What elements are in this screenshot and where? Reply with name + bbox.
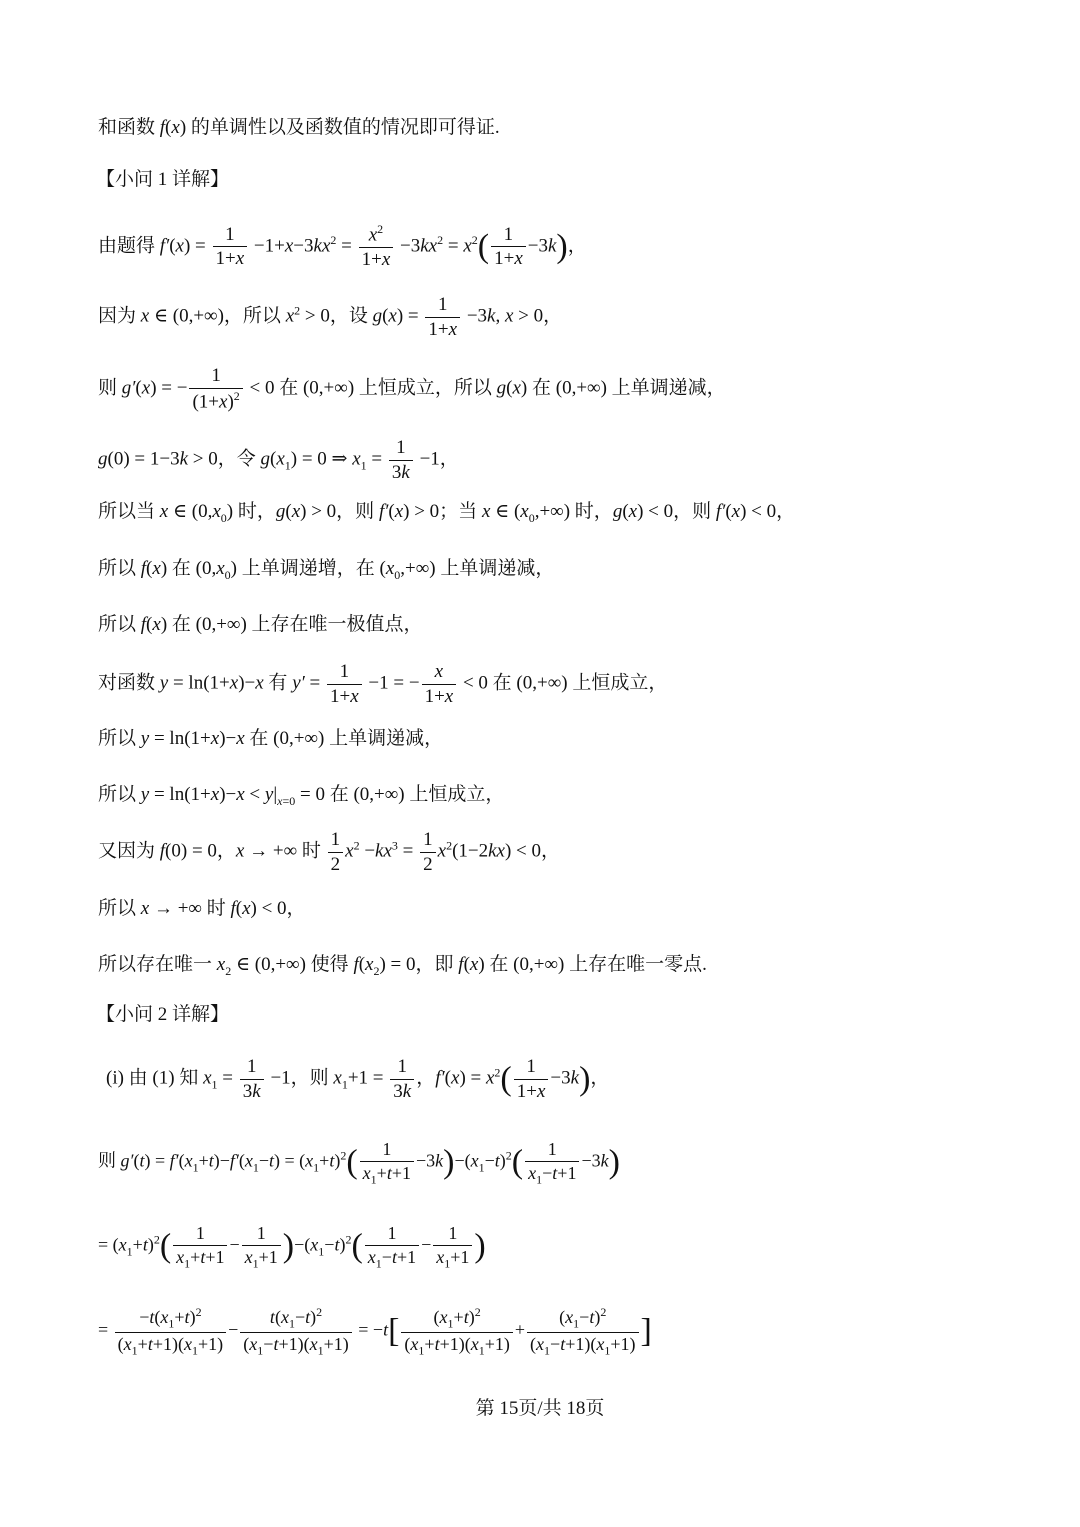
page-footer: 第 15页/共 18页 bbox=[475, 1398, 605, 1419]
math-line: 由题得 f′(x) = $\frac{1}{1+x}$ $-1+x-3kx^2$ = $\frac{x^2}{1+x}$ $-3kx^2 = x^2$( $\frac{1}{1+x}$ −3k)， bbox=[98, 222, 587, 271]
math-line: 所以当 x ∈ $(0,x_0)$ 时，g(x) > 0，则 f′(x) > 0；当 x ∈ $(x_0,+\infty)$ 时，g(x) < 0，则 f′(x) < 0， bbox=[98, 501, 796, 525]
math-line: = $\frac{-t(x_1+t)^2}{(x_1+t+1)(x_1+1)}$ − $\frac{t(x_1-t)^2}{(x_1-t+1)(x_1+1)}$ = −t[ $\frac{(x_1+t)^2}{(x_1+t+1)(x_1+1)}$ + $\frac{(x_1-t)^2}{(x_1-t+1)(x_1+1)}$ ] bbox=[98, 1305, 652, 1358]
math-line: = $(x_1+t)^2$( $\frac{1}{x_1+t+1}$ − $\frac{1}{x_1+1}$ )$-(x_1-t)^2$( $\frac{1}{x_1-t+1}$ − $\frac{1}{x_1+1}$ ) bbox=[98, 1223, 486, 1271]
math-line: 所以 y = ln(1+x)−x 在 (0,+∞) 上单调递减， bbox=[98, 728, 444, 749]
section-heading: 【小问 1 详解】 bbox=[96, 169, 230, 190]
text-line: 和函数 f(x) 的单调性以及函数值的情况即可得证. bbox=[98, 117, 500, 138]
math-line: 所以 f(x) 在 $(0,x_0)$ 上单调递增，在 $(x_0,+\infty)$ 上单调递减， bbox=[98, 558, 555, 582]
math-line: g(0) = 1−3k > 0，令 $g(x_1) = 0$ ⇒ $x_1$ = $\frac{1}{3k}$ −1， bbox=[98, 437, 459, 483]
math-line: 对函数 y = ln(1+x)−x 有 y′ = $\frac{1}{1+x}$ −1 = − $\frac{x}{1+x}$ < 0 在 (0,+∞) 上恒成立， bbox=[98, 661, 668, 707]
math-line: 则 $g'(t) = f'(x_1+t)-f'(x_1-t) = (x_1+t)^2$( $\frac{1}{x_1+t+1}$ $-3k)-(x_1-t)^2$( $\frac{1}{x_1-t+1}$ −3k) bbox=[98, 1139, 620, 1187]
math-line: (i) 由 (1) 知 $x_1$ = $\frac{1}{3k}$ −1，则 $x_1+1$ = $\frac{1}{3k}$ ，$f'(x) = x^2$( $\frac{1}{1+x}$ −3k)， bbox=[106, 1056, 610, 1102]
math-line: 所以 f(x) 在 (0,+∞) 上存在唯一极值点， bbox=[98, 614, 423, 635]
math-line: 因为 x ∈ (0,+∞)，所以 $x^2 > 0$，设 g(x) = $\frac{1}{1+x}$ −3k, x > 0， bbox=[98, 294, 563, 340]
math-line: 所以 x → +∞ 时 f(x) < 0， bbox=[98, 898, 306, 919]
math-line: 所以 $y = \ln(1+x)-x < y|_{x=0} = 0$ 在 (0,+∞) 上恒成立， bbox=[98, 784, 505, 808]
math-line: 所以存在唯一 $x_2$ ∈ (0,+∞) 使得 $f(x_2) = 0$，即 f(x) 在 (0,+∞) 上存在唯一零点. bbox=[98, 954, 707, 978]
math-line: 则 g′(x) = − $\frac{1}{(1+x)^2}$ < 0 在 (0,+∞) 上恒成立，所以 g(x) 在 (0,+∞) 上单调递减， bbox=[98, 365, 726, 413]
section-heading: 【小问 2 详解】 bbox=[96, 1004, 230, 1025]
math-line: 又因为 f(0) = 0，x → +∞ 时 $\frac{1}{2}$ $x^2 -kx^3$ = $\frac{1}{2}$ $x^2(1-2kx) < 0$， bbox=[98, 829, 561, 875]
